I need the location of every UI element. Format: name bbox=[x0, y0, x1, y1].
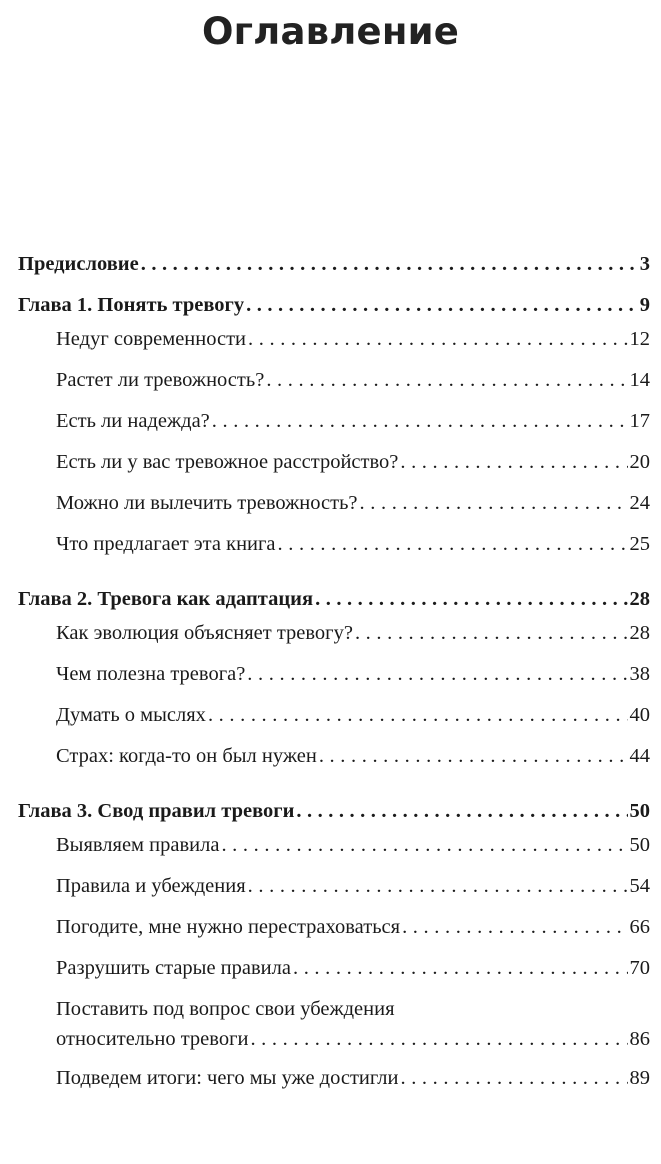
table-of-contents bbox=[18, 244, 650, 1099]
toc-leader-dots bbox=[400, 442, 627, 483]
toc-leader-dots bbox=[247, 654, 627, 695]
toc-section[interactable] bbox=[18, 360, 650, 401]
toc-leader-dots bbox=[208, 695, 628, 736]
toc-leader-dots bbox=[355, 613, 628, 654]
toc-entry-title-line1: Поставить под вопрос свои убеждения bbox=[56, 998, 395, 1020]
toc-leader-dots bbox=[248, 866, 628, 907]
toc-entry-title: Можно ли вылечить тревожность? bbox=[56, 492, 358, 514]
toc-entry-title: Страх: когда-то он был нужен bbox=[56, 745, 317, 767]
toc-entry-title: Чем полезна тревога? bbox=[56, 663, 246, 685]
toc-entry-multiline bbox=[56, 994, 650, 1054]
toc-section[interactable] bbox=[18, 654, 650, 695]
toc-entry-last-line bbox=[56, 1024, 650, 1054]
toc-page-number: 66 bbox=[629, 916, 650, 938]
toc-entry-title: Есть ли у вас тревожное расстройство? bbox=[56, 451, 399, 473]
toc-entry-title: Есть ли надежда? bbox=[56, 410, 210, 432]
toc-entry-title: Глава 1. Понять тревогу bbox=[18, 294, 245, 316]
toc-section[interactable] bbox=[18, 948, 650, 989]
toc-leader-dots bbox=[319, 736, 628, 777]
toc-entry-title-line2: относительно тревоги bbox=[56, 1028, 249, 1050]
toc-section[interactable] bbox=[18, 613, 650, 654]
toc-page-number: 17 bbox=[629, 410, 650, 432]
toc-page-number: 12 bbox=[629, 328, 650, 350]
toc-entry-title: Предисловие bbox=[18, 253, 139, 275]
toc-leader-dots bbox=[293, 948, 628, 989]
toc-page-number: 25 bbox=[629, 533, 650, 555]
toc-page-number: 89 bbox=[629, 1067, 650, 1089]
toc-section[interactable] bbox=[18, 1058, 650, 1099]
toc-section[interactable] bbox=[18, 695, 650, 736]
toc-entry-title: Недуг современности bbox=[56, 328, 247, 350]
toc-section[interactable] bbox=[18, 524, 650, 565]
toc-section[interactable] bbox=[18, 483, 650, 524]
toc-page-number: 3 bbox=[639, 253, 650, 275]
toc-page-number: 54 bbox=[629, 875, 650, 897]
toc-page-number: 24 bbox=[629, 492, 650, 514]
toc-section[interactable] bbox=[18, 825, 650, 866]
toc-section[interactable] bbox=[18, 319, 650, 360]
toc-page-number: 28 bbox=[629, 588, 650, 610]
page-title: Оглавление bbox=[201, 10, 460, 53]
toc-leader-dots bbox=[212, 401, 628, 442]
toc-page-number: 9 bbox=[639, 294, 650, 316]
toc-entry-title: Думать о мыслях bbox=[56, 704, 206, 726]
toc-page-number: 50 bbox=[629, 834, 650, 856]
toc-leader-dots bbox=[141, 244, 638, 285]
toc-page-number: 28 bbox=[629, 622, 650, 644]
toc-section[interactable] bbox=[18, 401, 650, 442]
toc-entry-title: Глава 2. Тревога как адаптация bbox=[18, 588, 314, 610]
toc-entry-title: Растет ли тревожность? bbox=[56, 369, 265, 391]
toc-entry-title: Подведем итоги: чего мы уже достигли bbox=[56, 1067, 399, 1089]
toc-leader-dots bbox=[250, 1024, 627, 1054]
toc-chapter-preface[interactable] bbox=[18, 244, 650, 285]
toc-leader-dots bbox=[278, 524, 628, 565]
toc-entry-title: Погодите, мне нужно перестраховаться bbox=[56, 916, 401, 938]
toc-section[interactable] bbox=[18, 989, 650, 1058]
toc-page-number: 20 bbox=[629, 451, 650, 473]
toc-leader-dots bbox=[402, 907, 627, 948]
toc-page-number: 44 bbox=[629, 745, 650, 767]
toc-page-number: 86 bbox=[629, 1028, 650, 1050]
toc-leader-dots bbox=[400, 1058, 627, 1099]
toc-section[interactable] bbox=[18, 866, 650, 907]
toc-leader-dots bbox=[221, 825, 627, 866]
toc-section[interactable] bbox=[18, 736, 650, 777]
toc-section[interactable] bbox=[18, 907, 650, 948]
toc-section[interactable] bbox=[18, 442, 650, 483]
toc-page-number: 38 bbox=[629, 663, 650, 685]
toc-entry-title: Что предлагает эта книга bbox=[56, 533, 276, 555]
toc-page-number: 40 bbox=[629, 704, 650, 726]
toc-leader-dots bbox=[266, 360, 627, 401]
toc-page-number: 14 bbox=[629, 369, 650, 391]
toc-entry-title: Как эволюция объясняет тревогу? bbox=[56, 622, 353, 644]
toc-entry-title: Глава 3. Свод правил тревоги bbox=[18, 800, 295, 822]
toc-entry-title: Правила и убеждения bbox=[56, 875, 246, 897]
toc-entry-title: Выявляем правила bbox=[56, 834, 220, 856]
toc-entry-title: Разрушить старые правила bbox=[56, 957, 291, 979]
toc-leader-dots bbox=[248, 319, 627, 360]
toc-page-number: 70 bbox=[629, 957, 650, 979]
toc-leader-dots bbox=[360, 483, 628, 524]
toc-page-number: 50 bbox=[629, 800, 650, 822]
